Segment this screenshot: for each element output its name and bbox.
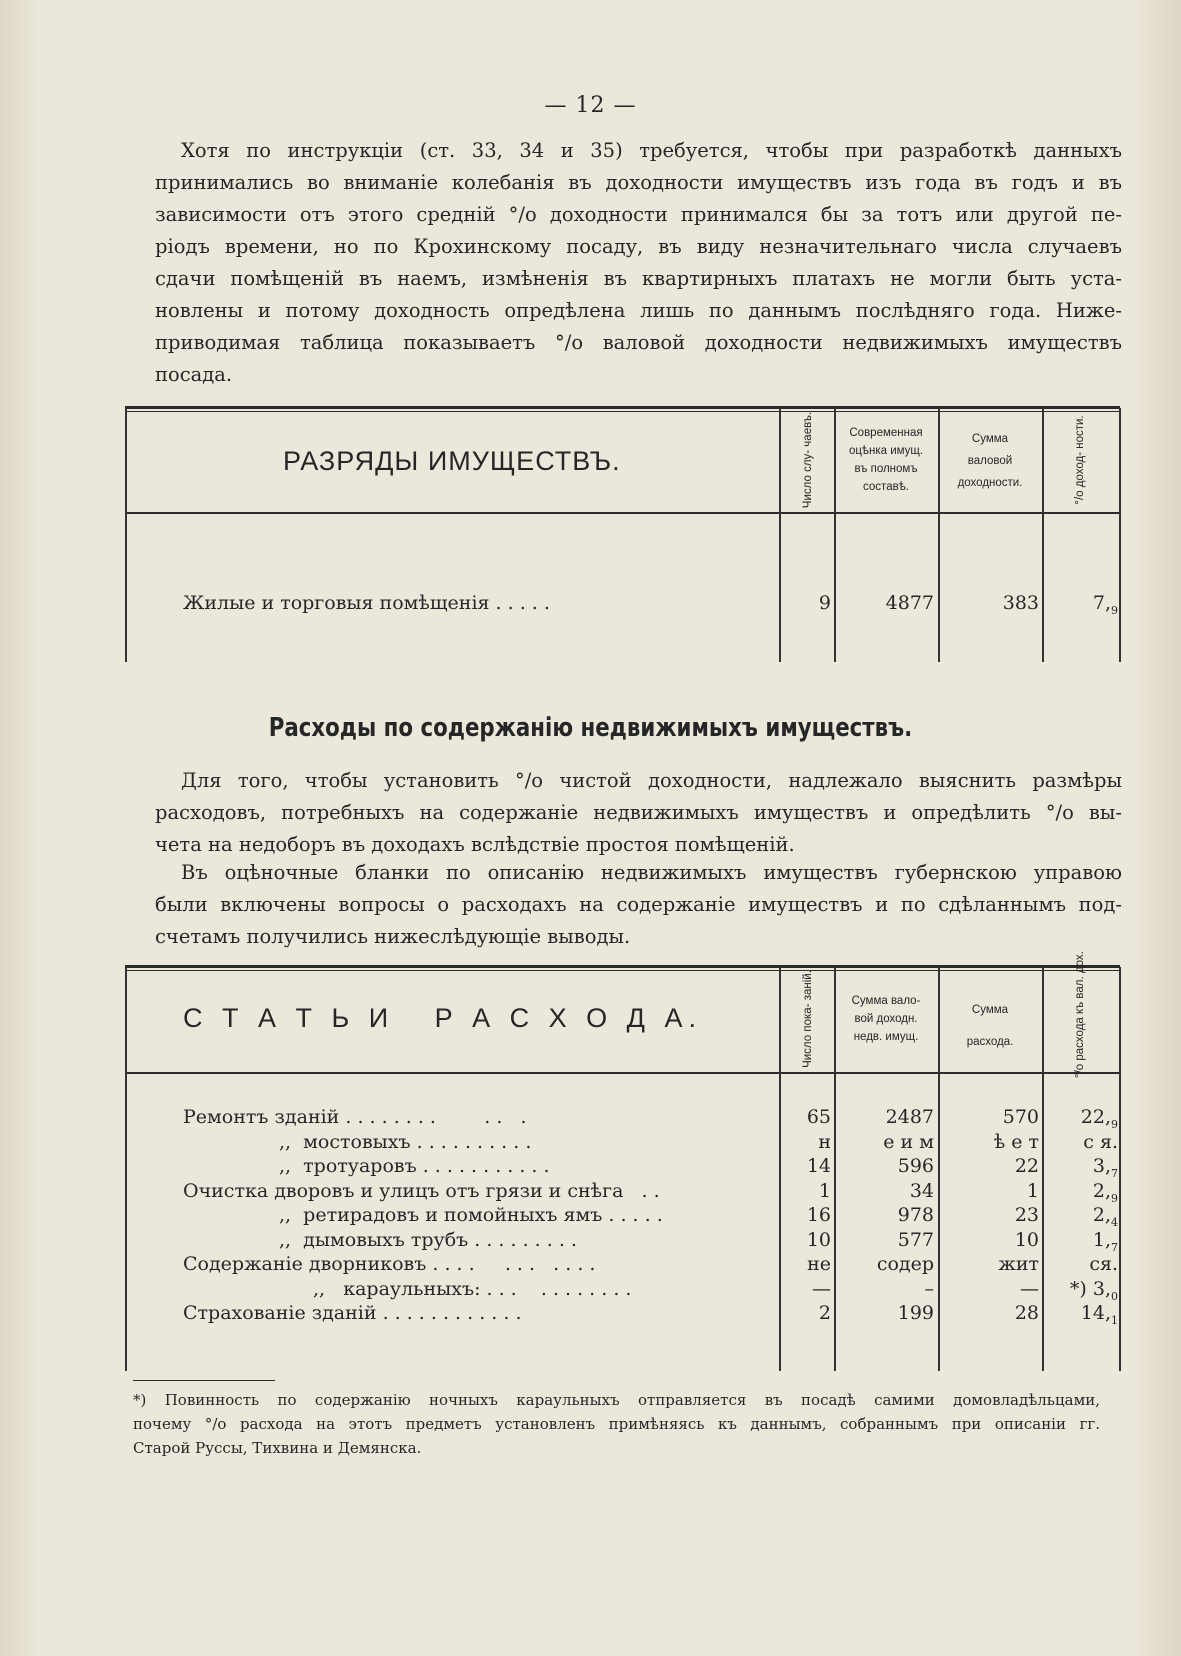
- cell-percent: $1,_7$: [1092, 1229, 1118, 1254]
- row-label: ,, мостовыхъ . . . . . . . . . .: [279, 1131, 532, 1153]
- column-divider: [779, 408, 781, 662]
- row-label: ,, тротуаровъ . . . . . . . . . . .: [279, 1155, 550, 1177]
- text-line: Старой Руссы, Тихвина и Демянска.: [133, 1439, 422, 1457]
- row-label: ,, дымовыхъ трубъ . . . . . . . . .: [279, 1229, 577, 1251]
- column-header-valuation: Современная оцѣнка имущ. въ полномъ составѣ.: [848, 427, 924, 493]
- text-line: были включены вопросы о расходахъ на содержаніе имуществъ и по сдѣланнымъ под-: [155, 893, 1122, 916]
- page-number: — 12 —: [544, 93, 637, 118]
- text-line: Для того, чтобы установить °/о чистой доходности, надлежало выяснить размѣры: [181, 769, 1122, 792]
- cell-gross: 34: [909, 1180, 934, 1202]
- cell-expense: 22: [1014, 1155, 1039, 1177]
- table-title: С Т А Т Ь И Р А С Х О Д А.: [183, 1003, 702, 1033]
- cell-percent: $7,_9$: [1092, 592, 1118, 617]
- text-line: принимались во вниманіе колебанія въ доходности имуществъ изъ года въ годъ и въ: [155, 171, 1122, 194]
- row-label: Содержаніе дворниковъ . . . . . . . . . . .: [183, 1253, 596, 1275]
- text-line: Въ оцѣночные бланки по описанію недвижимыхъ имуществъ губернскою управою: [181, 861, 1122, 884]
- row-label: Ремонтъ зданій . . . . . . . . . . .: [183, 1106, 527, 1128]
- cell-percent: $2,_9$: [1092, 1180, 1118, 1205]
- column-header-expense: Сумма расхода.: [966, 1004, 1014, 1048]
- cell-count: не: [807, 1253, 831, 1275]
- text-line: ріодъ времени, но по Крохинскому посаду, въ виду незначительнаго числа случаевъ: [155, 235, 1122, 258]
- table-left-border: [125, 408, 127, 662]
- text-line: посада.: [155, 363, 233, 386]
- cell-valuation: 4877: [885, 592, 934, 614]
- cell-count: н: [818, 1131, 831, 1153]
- section-heading: Расходы по содержанію недвижимыхъ имуществъ.: [268, 713, 913, 743]
- row-label: Страхованіе зданій . . . . . . . . . . . .: [183, 1302, 522, 1324]
- cell-percent: $14,_1$: [1080, 1302, 1118, 1327]
- cell-expense: жит: [998, 1253, 1039, 1275]
- table-top-rule-thin: [125, 411, 1120, 412]
- cell-percent: $22,_9$: [1080, 1106, 1118, 1131]
- cell-gross: 199: [897, 1302, 934, 1324]
- table-top-rule-thin: [125, 970, 1120, 971]
- text-line: сдачи помѣщеній въ наемъ, измѣненія въ квартирныхъ платахъ не могли быть уста-: [155, 267, 1122, 290]
- column-header-gross: Сумма вало- вой доходн. недв. имущ.: [851, 995, 921, 1043]
- cell-gross: –: [924, 1278, 934, 1300]
- table-header-rule: [125, 1072, 1120, 1074]
- cell-gross: 2487: [885, 1106, 934, 1128]
- column-divider: [1042, 408, 1044, 662]
- cell-gross: 596: [897, 1155, 934, 1177]
- cell-gross: 383: [1002, 592, 1039, 614]
- column-header-gross: Сумма валовой доходности.: [957, 433, 1023, 489]
- paragraph-3: [155, 857, 1122, 953]
- cell-expense: ѣ е т: [993, 1131, 1039, 1153]
- cell-count: 1: [818, 1180, 831, 1202]
- table-title: РАЗРЯДЫ ИМУЩЕСТВЪ.: [283, 446, 621, 476]
- cell-percent: $3,_7$: [1092, 1155, 1118, 1180]
- cell-percent: ся.: [1089, 1253, 1118, 1275]
- cell-expense: 570: [1002, 1106, 1039, 1128]
- cell-count: 10: [806, 1229, 831, 1251]
- cell-count: 16: [806, 1204, 831, 1226]
- cell-expense: 1: [1026, 1180, 1039, 1202]
- cell-expense: —: [1020, 1278, 1039, 1300]
- text-line: зависимости отъ этого средній °/о доходности принимался бы за тотъ или другой пе-: [155, 203, 1122, 226]
- text-line: чета на недоборъ въ доходахъ вслѣдствіе простоя помѣщеній.: [155, 833, 795, 856]
- footnote: [133, 1388, 1100, 1460]
- column-header-count: Число пока- заній.: [802, 970, 814, 1068]
- row-label: Жилые и торговыя помѣщенія . . . . .: [183, 592, 550, 614]
- cell-cases: 9: [818, 592, 831, 614]
- text-line: счетамъ получились нижеслѣдующіе выводы.: [155, 925, 631, 948]
- table-left-border: [125, 967, 127, 1371]
- text-line: новлены и потому доходность опредѣлена лишь по даннымъ послѣдняго года. Ниже-: [155, 299, 1122, 322]
- text-line: приводимая таблица показываетъ °/о валовой доходности недвижимыхъ имуществъ: [155, 331, 1122, 354]
- column-header-cases: Число слу- чаевъ.: [802, 411, 814, 509]
- cell-count: —: [812, 1278, 831, 1300]
- cell-percent: с я.: [1083, 1131, 1118, 1153]
- column-header-percent: °/о расхода къ вал. дох.: [1074, 951, 1086, 1078]
- table-top-rule: [125, 965, 1120, 968]
- cell-gross: 978: [897, 1204, 934, 1226]
- text-line: почему °/о расхода на этотъ предметъ установленъ примѣняясь къ даннымъ, собраннымъ при описаніи гг.: [133, 1415, 1100, 1433]
- cell-count: 65: [806, 1106, 831, 1128]
- cell-count: 2: [818, 1302, 831, 1324]
- cell-gross: 577: [897, 1229, 934, 1251]
- table-header-rule: [125, 512, 1120, 514]
- cell-expense: 28: [1014, 1302, 1039, 1324]
- table-right-border: [1119, 408, 1121, 662]
- cell-percent: $2,_4$: [1092, 1204, 1118, 1229]
- cell-expense: 23: [1014, 1204, 1039, 1226]
- cell-gross: содер: [876, 1253, 934, 1275]
- table-top-rule: [125, 406, 1120, 409]
- row-label: ,, ретирадовъ и помойныхъ ямъ . . . . .: [279, 1204, 663, 1226]
- text-line: Хотя по инструкціи (ст. 33, 34 и 35) требуется, чтобы при разработкѣ данныхъ: [181, 139, 1122, 162]
- cell-percent: *) $3,_0$: [1069, 1278, 1118, 1303]
- row-label: ,, караульныхъ: . . . . . . . . . . .: [313, 1278, 632, 1300]
- row-label: Очистка дворовъ и улицъ отъ грязи и снѣга . .: [183, 1180, 660, 1202]
- cell-expense: 10: [1014, 1229, 1039, 1251]
- text-line: расходовъ, потребныхъ на содержаніе недвижимыхъ имуществъ и опредѣлить °/о вы-: [155, 801, 1122, 824]
- paragraph-2: [155, 765, 1122, 861]
- footnote-rule: [133, 1380, 275, 1381]
- intro-paragraph: [155, 135, 1122, 391]
- cell-gross: е и м: [883, 1131, 934, 1153]
- text-line: *) Повинность по содержанію ночныхъ караульныхъ отправляется въ посадѣ самими домовладѣльцами,: [133, 1391, 1100, 1409]
- column-header-percent: °/о доход- ности.: [1074, 415, 1086, 505]
- cell-count: 14: [806, 1155, 831, 1177]
- table-right-border: [1119, 967, 1121, 1371]
